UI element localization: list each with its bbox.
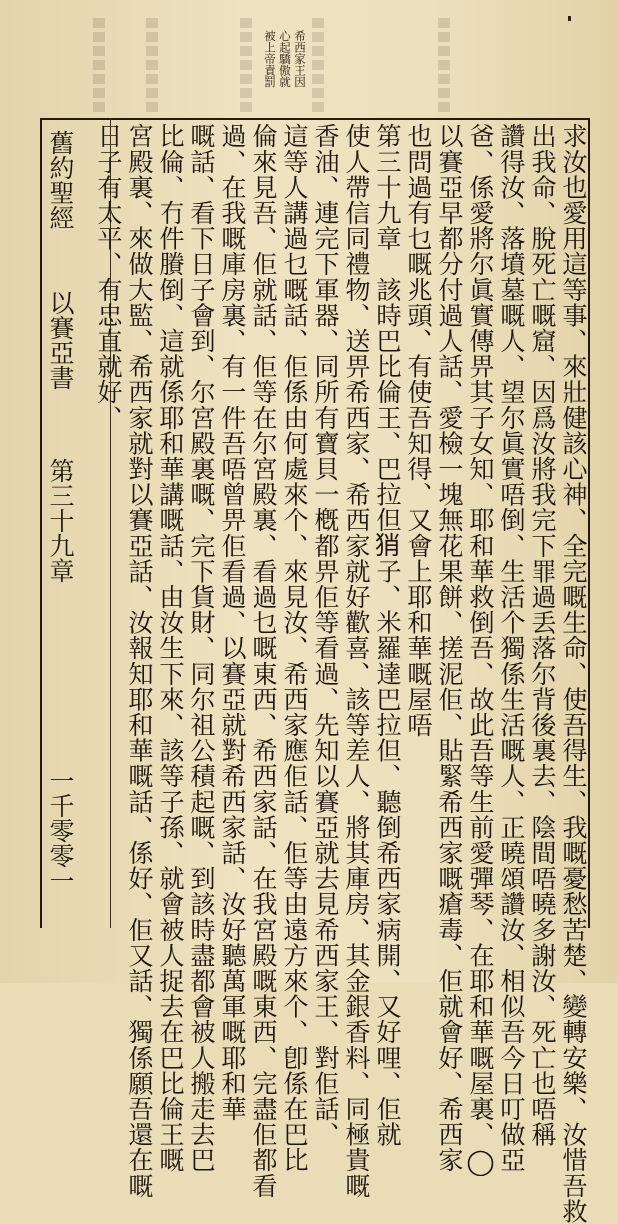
section-title: 以賽亞書 bbox=[46, 290, 75, 390]
bleed-through-mark bbox=[240, 18, 252, 113]
margin-note: 心起驕傲就 bbox=[278, 30, 292, 88]
bleed-through-mark bbox=[438, 18, 450, 113]
book-title: 舊約聖經 bbox=[46, 130, 75, 230]
margin-note: 希西家王因 bbox=[293, 30, 307, 88]
margin-note: 被上帝責罰 bbox=[263, 30, 277, 88]
ink-speck bbox=[568, 16, 571, 21]
bleed-through-mark bbox=[93, 18, 105, 113]
text-column: 比倫、冇件賸倒、這就係耶和華講嘅話、由汝生下來、該等子孫、就會被人捉去在巴比倫王嘅 bbox=[156, 123, 185, 1173]
text-column: 以賽亞早都分付過人話、愛檢一塊無花果餅、搓泥佢、貼緊希西家嘅瘡毒、佢就會好、希西家 bbox=[435, 123, 464, 1173]
text-column: 爸、係愛將尔眞實傳畀其子女知、耶和華救倒吾、故此吾等生前愛彈琴、在耶和華嘅屋裏、◯ bbox=[466, 123, 495, 1177]
text-column: 求汝也愛用這等事、來壯健該心神、全完嘅生命、使吾得生、我嘅憂愁苦楚、變轉安樂、汝惜吾救 bbox=[559, 123, 588, 1224]
page-number: 一千零零一 bbox=[46, 768, 75, 893]
text-column: 日子有太平、有忠直就好、 bbox=[94, 123, 123, 431]
text-column: 過、在我嘅庫房裏、有一件吾唔曾畀佢看過、以賽亞就對希西家話、汝好聽萬軍嘅耶和華 bbox=[218, 123, 247, 1122]
chapter-label: 第三十九章 bbox=[46, 458, 75, 583]
text-column: 出我命、脫死亡嘅窟、因爲汝將我完下罪過丢落尔背後裏去、陰間唔曉多謝汝、死亡也唔稱 bbox=[528, 123, 557, 1147]
text-column: 香油、連完下軍器、同所有寶貝一槪都畀佢等看過、先知以賽亞就去見希西家王、對佢話、 bbox=[311, 123, 340, 1147]
text-column: 讚得汝、落墳墓嘅人、望尔眞實唔倒、生活个獨係生活嘅人、正曉頌讚汝、相似吾今日叮做亞 bbox=[497, 123, 526, 1173]
text-column: 宮殿裏、來做大監、希西家就對以賽亞話、汝報知耶和華嘅話、係好、佢又話、獨係願吾還在嘅 bbox=[125, 123, 154, 1199]
text-column: 嘅話、看下日子會到、尔宮殿裏嘅、完下貨財、同尔祖公積起嘅、到該時盡都會被人搬走去巴 bbox=[187, 123, 216, 1173]
chapter-heading-column: 第三十九章 該時巴比倫王、巴拉但𤞚子、米羅達巴拉但、聽倒希西家病開、又好哩、佢就 bbox=[373, 123, 402, 1147]
text-column: 使人帶信同禮物、送畀希西家、希西家就好歡喜、該等差人、將其庫房、其金銀香料、同極貴嘅 bbox=[342, 123, 371, 1199]
bleed-through-mark bbox=[146, 18, 158, 113]
text-column: 這等人講過乜嘅話、佢係由何處來个、來見汝、希西家應佢話、佢等由遠方來个、卽係在巴比 bbox=[280, 123, 309, 1173]
text-column: 倫來見吾、佢就話、佢等在尔宮殿裏、看過乜嘅東西、希西家話、在我宮殿嘅東西、完盡佢都看 bbox=[249, 123, 278, 1199]
text-column: 也問過有乜嘅兆頭、有使吾知得、又會上耶和華嘅屋唔 bbox=[404, 123, 433, 738]
bleed-through-mark bbox=[312, 18, 324, 113]
